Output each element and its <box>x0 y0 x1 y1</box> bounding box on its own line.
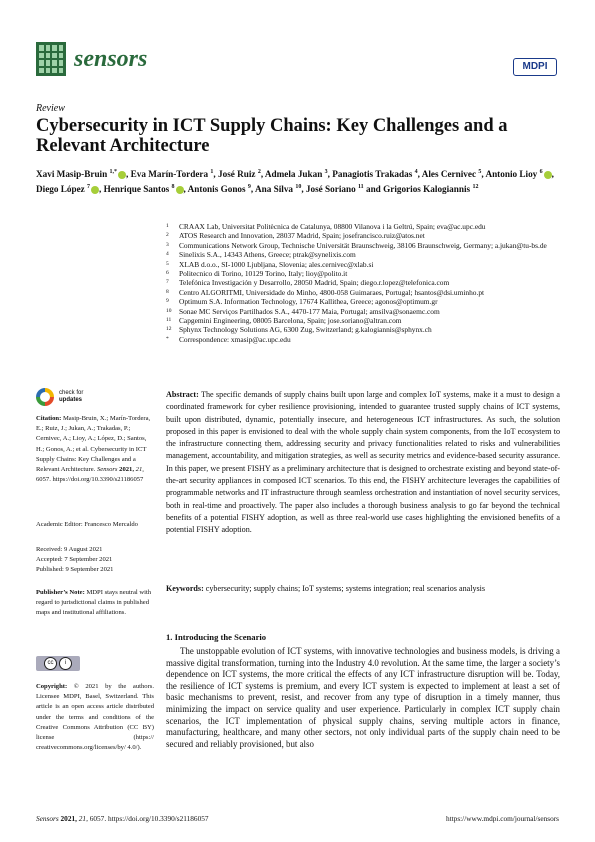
author-affiliation-marker: 7 <box>87 184 91 191</box>
author-separator: , <box>301 184 306 195</box>
affiliation-item <box>166 297 560 306</box>
affiliation-text: CRAAX Lab, Universitat Politècnica de Catalunya, 08800 Vilanova i la Geltrú, Spain; eva@ac.upc.edu <box>179 222 486 231</box>
author-affiliation-marker: 8 <box>171 184 175 191</box>
affiliation-number: 12 <box>166 326 172 333</box>
affiliation-text: ATOS Research and Innovation, 28037 Madrid, Spain; josefrancisco.ruiz@atos.net <box>179 231 425 241</box>
author-affiliation-marker: 9 <box>247 184 251 191</box>
affiliation-item <box>166 307 560 316</box>
author-separator: , <box>183 184 188 195</box>
publisher-note-label: Publisher’s Note: <box>36 589 85 596</box>
abstract-label: Abstract: <box>166 390 199 399</box>
author-list <box>36 166 556 196</box>
author-affiliation-marker: 1,* <box>109 169 118 175</box>
affiliation-text: Telefónica Investigación y Desarrollo, 28050 Madrid, Spain; diego.r.lopez@telefonica.com <box>179 278 450 288</box>
affiliation-item <box>166 241 560 250</box>
journal-logo-icon <box>36 42 66 76</box>
affiliation-text: XLAB d.o.o., SI-1000 Ljubljana, Slovenia; ales.cernivec@xlab.si <box>179 259 374 269</box>
copyright-label: Copyright: <box>36 683 68 690</box>
citation-label: Citation: <box>36 415 62 422</box>
author-affiliation-marker: 2 <box>257 169 261 175</box>
check-for-updates-button[interactable] <box>36 388 83 406</box>
affiliation-item <box>166 335 560 344</box>
keywords <box>166 583 560 595</box>
citation-journal: Sensors <box>96 466 118 474</box>
affiliation-number: 11 <box>166 317 172 324</box>
author-separator: , <box>126 169 131 180</box>
author-name: Ales Cernivec $^5$ <box>421 169 482 180</box>
journal-name: sensors <box>74 45 148 72</box>
affiliation-text: Sinelixis S.A., 14343 Athens, Greece; ptrak@synelixis.com <box>179 250 356 260</box>
footer-year: 2021, <box>60 814 77 823</box>
author-name: Grigorios Kalogiannis $^{12}$ <box>383 184 479 195</box>
affiliation-item <box>166 325 560 334</box>
affiliation-text: Communications Network Group, Technische Universität Braunschweig, 38106 Braunschweig, Germany; a.jukan@tu-bs.de <box>179 240 547 250</box>
author-name: Xavi Masip-Bruin $^{1,*}$ <box>36 169 126 179</box>
abstract <box>166 389 560 537</box>
publisher-logo[interactable]: MDPI <box>513 58 557 76</box>
academic-editor: Academic Editor: Francesco Mercaldo <box>36 521 138 528</box>
orcid-icon[interactable] <box>176 186 184 194</box>
affiliation-number: 3 <box>166 241 169 248</box>
keywords-label: Keywords: <box>166 584 204 593</box>
author-affiliation-marker: 6 <box>539 169 543 175</box>
journal-header <box>36 42 147 76</box>
affiliation-number: 8 <box>166 288 169 295</box>
author-separator: , <box>250 184 255 195</box>
affiliation-number: 10 <box>166 307 172 314</box>
article-type: Review <box>36 103 65 114</box>
publisher-note-text: MDPI stays neutral with regard to jurisdictional claims in published maps and institutional affiliations. <box>36 589 152 617</box>
affiliation-list <box>166 222 560 344</box>
check-updates-icon <box>36 388 54 406</box>
author-separator: , <box>551 169 554 180</box>
author-affiliation-marker: 11 <box>358 184 364 191</box>
affiliation-text: Sphynx Technology Solutions AG, 6300 Zug, Switzerland; g.kalogiannis@sphynx.ch <box>179 325 432 335</box>
author-name: José Ruiz $^2$ <box>218 169 261 180</box>
citation-text: Masip-Bruin, X.; Marín-Tordera, E.; Ruiz, J.; Jukan, A.; Trakadas, P.; Cernivec, A.; Lioy, A.; López, D.; Santos, H.; Gonos, A.; et al. Cybersecurity in ICT Supply Chains: Key Challenges and a Relevant Architecture. <box>36 415 151 474</box>
author-separator: , <box>99 184 104 195</box>
author-affiliation-marker: 10 <box>295 184 302 191</box>
affiliation-number: 6 <box>166 270 169 277</box>
copyright-block <box>36 682 154 753</box>
author-name: José Soriano $^{11}$ <box>305 184 364 195</box>
author-name: Henrique Santos $^8$ <box>104 184 184 194</box>
footer-citation <box>36 814 209 823</box>
author-affiliation-marker: 3 <box>324 169 328 175</box>
accepted-date: Accepted: 7 September 2021 <box>36 556 113 564</box>
footer-journal-url[interactable]: https://www.mdpi.com/journal/sensors <box>445 814 559 823</box>
affiliation-number: 4 <box>166 251 169 258</box>
affiliation-item <box>166 222 560 231</box>
affiliation-number: 7 <box>166 279 169 286</box>
citation-volume: 21, <box>135 466 144 474</box>
author-name: Panagiotis Trakadas $^4$ <box>332 169 418 180</box>
affiliation-number: * <box>166 335 169 342</box>
author-name: Diego López $^7$ <box>36 184 99 194</box>
cc-by-license-badge[interactable] <box>36 656 80 671</box>
author-name: Antonio Lioy $^6$ <box>485 169 551 179</box>
affiliation-text: Politecnico di Torino, 10129 Torino, Italy; lioy@polito.it <box>179 269 348 279</box>
author-separator: , <box>213 169 218 180</box>
dates-block <box>36 545 154 576</box>
article-title: Cybersecurity in ICT Supply Chains: Key Challenges and a Relevant Architecture <box>36 116 508 156</box>
orcid-icon[interactable] <box>544 171 552 179</box>
by-icon: i <box>59 657 72 670</box>
author-name: Ana Silva $^{10}$ <box>254 184 302 195</box>
author-affiliation-marker: 4 <box>414 169 418 175</box>
author-affiliation-marker: 1 <box>210 169 214 175</box>
author-name: Admela Jukan $^3$ <box>264 169 328 180</box>
author-separator: , <box>327 169 333 180</box>
abstract-text: The specific demands of supply chains built upon large and complex IoT systems, make it a must to design a coordinated framework for cyber resilience provisioning, intended to guarantee trusted supply chains of ICT systems, built upon distributed, dynamic, potentially insecure, and heterogeneous ICT infrastructures. As such, the solution proposed in this paper is envisioned to deal with the whole supply chain system components, from the IoT ecosystem to the infrastructure connecting them, addressing security and privacy functionalities related to risks and vulnerabilities management, accountability, and mitigation strategies, as well as security metrics and evidence-based security assurance. In this paper, we present FISHY as a preliminary architecture that is designed to orchestrate existing and beyond state-of-the-art security appliances in composed ICT scenarios. To this end, the FISHY architecture leverages the capabilities of programmable networks and IT infrastructure through seamless orchestration and instantiation of novel security services, both in real-time and proactively. The paper also includes a thorough business analysis to go far beyond the technical benefits of a potential FISHY adoption, as well as three real-world use cases highlighting the envisioned benefits of a potential FISHY adoption. <box>166 390 560 535</box>
author-separator: , <box>260 169 265 180</box>
author-separator: , <box>417 169 422 180</box>
affiliation-item <box>166 269 560 278</box>
affiliation-text: Correspondence: xmasip@ac.upc.edu <box>179 334 291 344</box>
citation-page: 6057. <box>36 476 51 484</box>
section-heading: 1. Introducing the Scenario <box>166 632 267 642</box>
orcid-icon[interactable] <box>91 186 99 194</box>
citation-doi-link[interactable]: https://doi.org/10.3390/s21186057 <box>52 476 144 484</box>
author-affiliation-marker: 5 <box>478 169 482 175</box>
copyright-text: © 2021 by the authors. Licensee MDPI, Basel, Switzerland. This article is an open access article distributed under the terms and conditions of the Creative Commons Attribution (CC BY) license (https:// creativecommons.org/licenses/by/ 4.0/). <box>36 683 154 752</box>
publisher-note <box>36 588 154 619</box>
author-name: Antonis Gonos $^9$ <box>187 184 251 195</box>
received-date: Received: 9 August 2021 <box>36 546 103 553</box>
affiliation-text: Optimum S.A. Information Technology, 17674 Kallithea, Greece; agonos@optimum.gr <box>179 297 438 307</box>
footer-doi[interactable]: 6057. https://doi.org/10.3390/s21186057 <box>89 814 209 823</box>
affiliation-item <box>166 316 560 325</box>
footer-journal: Sensors <box>36 814 59 823</box>
affiliation-text: Capgemini Engineering, 08005 Barcelona, Spain; jose.soriano@altran.com <box>179 316 402 326</box>
author-separator: , <box>481 169 486 180</box>
check-updates-line1: check for <box>59 390 84 396</box>
footer-volume: 21, <box>78 814 88 823</box>
affiliation-text: Sonae MC Serviços Partilhados S.A., 4470-177 Maia, Portugal; amsilva@sonaemc.com <box>179 306 440 316</box>
author-name: Eva Marín-Tordera $^1$ <box>130 169 214 180</box>
page-footer <box>36 814 559 823</box>
author-separator: and <box>363 184 384 195</box>
keywords-text: cybersecurity; supply chains; IoT systems; systems integration; real scenarios analysis <box>205 584 486 593</box>
orcid-icon[interactable] <box>118 171 126 179</box>
affiliation-item <box>166 260 560 269</box>
affiliation-item <box>166 231 560 240</box>
affiliation-number: 1 <box>166 223 169 229</box>
affiliation-number: 2 <box>166 232 169 239</box>
affiliation-text: Centro ALGORITMI, Universidade do Minho, 4800-058 Guimaraes, Portugal; hsantos@dsi.uminho.pt <box>179 287 485 297</box>
intro-paragraph: The unstoppable evolution of ICT systems, with innovative technologies and business models, is driving a massive digital transformation, turning into the Industry 4.0 revolution. At the same time, the larger a society’s dependence on ICT systems, the more critical the effects of any ICT infrastructure disruption will be. Today, the resilience of ICT systems is premium, and every ICT system is expected to implement at least a set of basic mechanisms to prevent, resist, and recover from any type of disruption in a timely manner, thus minimizing the impact on service quality and user experience. Particularly in complex ICT supply chain scenarios, the ICT implementation of physical supply chains, serving multiple actors in finance, manufacturing, healthcare, and many other sectors, not only individual parts of the supply chain need to be secured and reliably provisioned, but also <box>166 646 560 749</box>
citation-year: 2021, <box>119 466 134 474</box>
citation-block <box>36 414 154 485</box>
published-date: Published: 9 September 2021 <box>36 566 114 574</box>
cc-icon: cc <box>44 657 57 670</box>
affiliation-item <box>166 278 560 287</box>
author-affiliation-marker: 12 <box>472 184 479 191</box>
affiliation-item <box>166 250 560 259</box>
affiliation-number: 9 <box>166 298 169 305</box>
check-updates-line2: updates <box>59 397 83 403</box>
affiliation-number: 5 <box>166 260 169 267</box>
affiliation-item <box>166 288 560 297</box>
